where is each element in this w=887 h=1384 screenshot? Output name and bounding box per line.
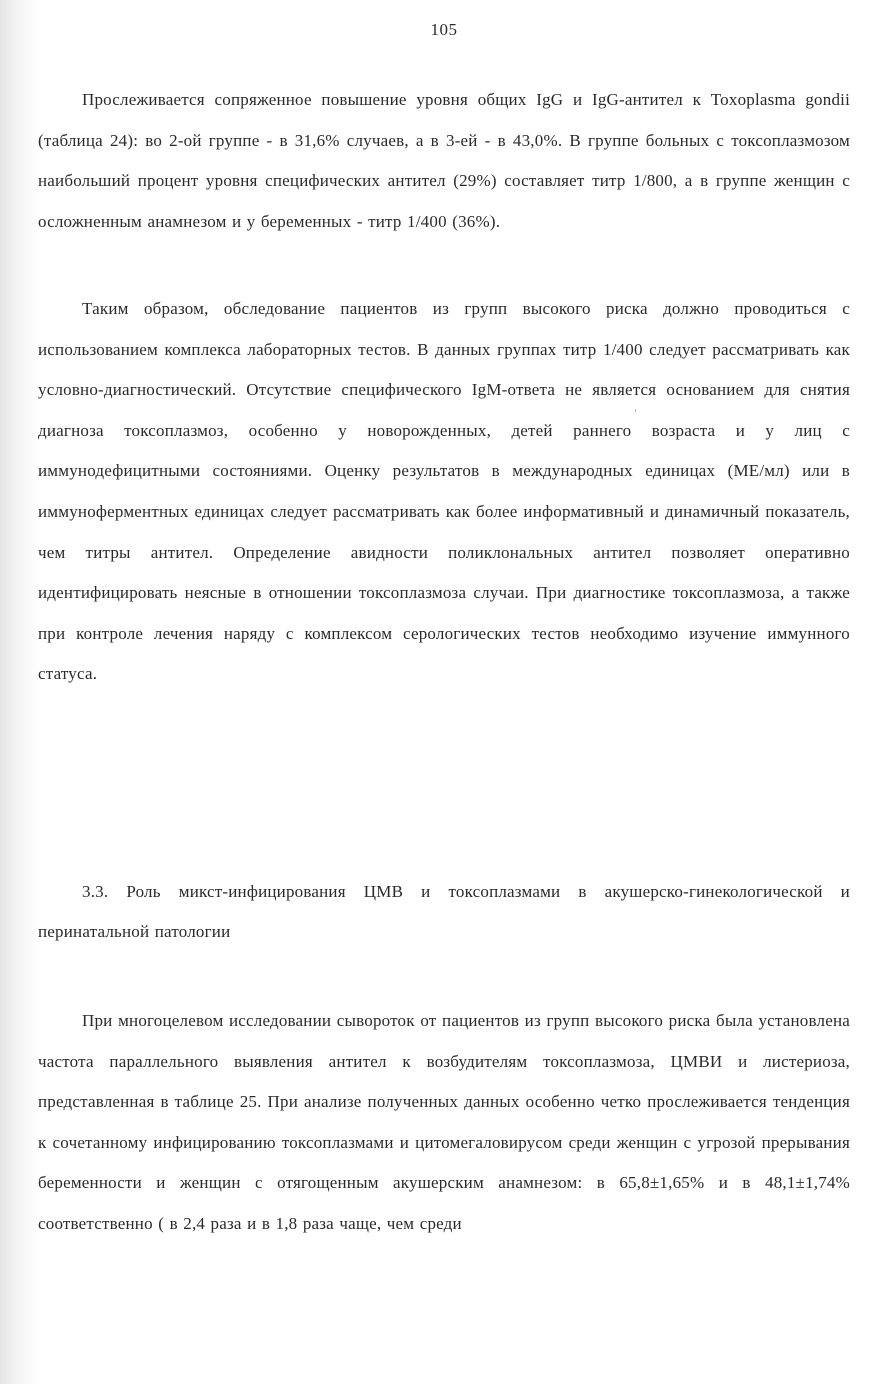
page-number: 105 bbox=[430, 20, 458, 39]
document-page bbox=[38, 0, 850, 1384]
section-heading: 3.3. Роль микст-инфицирования ЦМВ и токсоплазмами в акушерско-гинекологической и перинатальной патологии bbox=[38, 882, 850, 941]
scan-edge-shadow bbox=[0, 0, 40, 1384]
scan-speck: ʼ bbox=[634, 408, 637, 418]
paragraph-conclusion: Таким образом, обследование пациентов из групп высокого риска должно проводиться с использованием комплекса лабораторных тестов. В данных группах титр 1/400 следует рассматривать как условно-диагностический. Отсутствие специфического IgM-ответа не является основанием для снятия диагноза токсоплазмоз, особенно у новорожденных, детей раннего возраста и у лиц с иммунодефицитными состояниями. Оценку результатов в международных единицах (МЕ/мл) или в иммуноферментных единицах следует рассматривать как более информативный и динамичный показатель, чем титры антител. Определение авидности поликлональных антител позволяет оперативно идентифицировать неясные в отношении токсоплазмоза случаи. При диагностике токсоплазмоза, а также при контроле лечения наряду с комплексом серологических тестов необходимо изучение иммунного статуса. bbox=[38, 299, 850, 684]
paragraph-toxoplasma-antibodies: Прослеживается сопряженное повышение уровня общих IgG и IgG-антител к Toxoplasma gondii (таблица 24): во 2-ой группе - в 31,6% случаев, а в 3-ей - в 43,0%. В группе больных с токсоплазмозом наибольший процент уровня специфических антител (29%) составляет титр 1/800, а в группе женщин с осложненным анамнезом и у беременных - титр 1/400 (36%). bbox=[38, 90, 850, 231]
paragraph-mixed-infection: При многоцелевом исследовании сывороток от пациентов из групп высокого риска была установлена частота параллельного выявления антител к возбудителям токсоплазмоза, ЦМВИ и листериоза, представленная в таблице 25. При анализе полученных данных особенно четко прослеживается тенденция к сочетанному инфицированию токсоплазмами и цитомегаловирусом среди женщин с угрозой прерывания беременности и женщин с отягощенным акушерским анамнезом: в 65,8±1,65% и в 48,1±1,74% соответственно ( в 2,4 раза и в 1,8 раза чаще, чем среди bbox=[38, 1011, 850, 1233]
